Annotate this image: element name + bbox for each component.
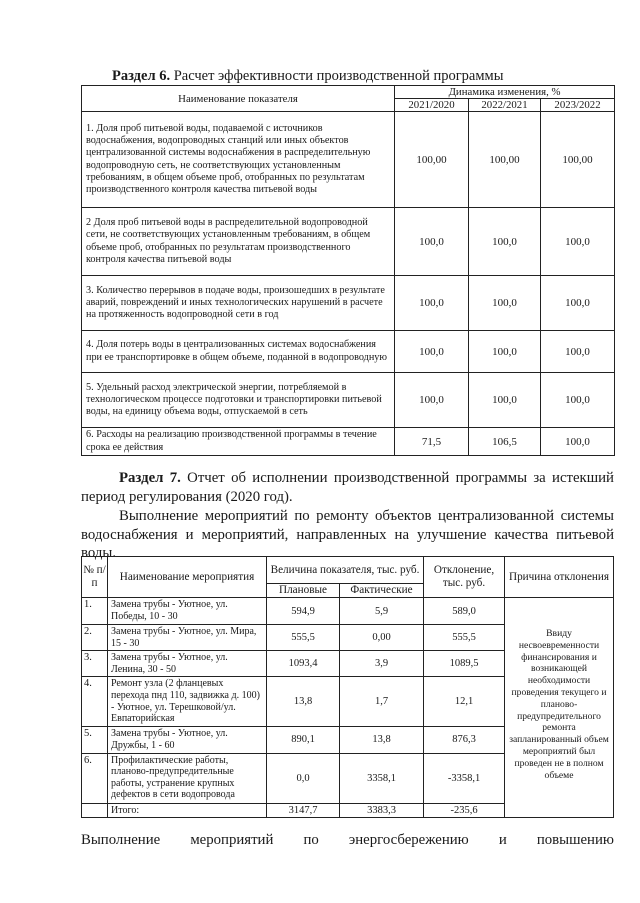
- header-event-name: Наименование мероприятия: [108, 557, 267, 598]
- header-indicator-name: Наименование показателя: [82, 86, 395, 112]
- efficiency-table: [81, 85, 615, 456]
- deviation-reason: Ввиду несвоевременности финансирования и возникающей необходимости проведения текущего и планово-предупредительного ремонта запланированный объем мероприятий был проведен не в полном объеме: [505, 598, 614, 818]
- header-year: 2022/2021: [469, 99, 541, 112]
- table-row: 6. Профилактические работы, планово-предупредительные работы, устранение крупных дефектов в сети водопровода 0,0 3358,1 -3358,1: [82, 753, 614, 803]
- table-row: 4. Доля потерь воды в централизованных системах водоснабжения при ее транспортировке в общем объеме, поданной в водопроводную 100,0 100,0 100,0: [82, 331, 615, 373]
- continuation-line: Выполнение мероприятий по энергосбережению и повышению: [81, 832, 614, 848]
- report-table: [81, 556, 614, 818]
- header-planned: Плановые: [267, 584, 340, 598]
- header-year: 2021/2020: [395, 99, 469, 112]
- header-deviation: Отклонение, тыс. руб.: [424, 557, 505, 598]
- header-reason: Причина отклонения: [505, 557, 614, 598]
- section7-paragraph: Выполнение мероприятий по ремонту объектов централизованной системы водоснабжения и мероприятий, направленных на улучшение качества питьевой воды.: [81, 508, 614, 561]
- table-row: 2. Замена трубы - Уютное, ул. Мира, 15 - 30 555,5 0,00 555,5: [82, 625, 614, 651]
- header-num: № п/п: [82, 557, 108, 598]
- table-total-row: Итого: 3147,7 3383,3 -235,6: [82, 803, 614, 818]
- table-row: 1. Доля проб питьевой воды, подаваемой с источников водоснабжения, водопроводных станций или иных объектов централизованной системы водоснабжения в распределительную водопроводную сеть, не соответствующих установленным требованиям, в общем объеме проб, отобранных по результатам производственного контроля качества питьевой воды 100,00 100,00 100,00: [82, 112, 615, 208]
- table-row: 6. Расходы на реализацию производственной программы в течение срока ее действия 71,5 106,5 100,0: [82, 428, 615, 456]
- table-row: 5. Удельный расход электрической энергии, потребляемой в технологическом процессе подготовки и транспортировки питьевой воды, на единицу объема воды, отпускаемой в сеть 100,0 100,0 100,0: [82, 373, 615, 428]
- table-row: 2 Доля проб питьевой воды в распределительной водопроводной сети, не соответствующих установленным требованиям, в общем объеме проб, отобранных по результатам производственного контроля качества питьевой воды 100,0 100,0 100,0: [82, 208, 615, 276]
- section7-title: Раздел 7. Отчет об исполнении производственной программы за истекший период регулирования (2020 год).: [81, 470, 614, 505]
- table-row: 4. Ремонт узла (2 фланцевых перехода пнд 110, задвижка д. 100) - Уютное, ул. Терешковой/ул. Евпаторийская 13,8 1,7 12,1: [82, 677, 614, 727]
- table-row: 3. Замена трубы - Уютное, ул. Ленина, 30 - 50 1093,4 3,9 1089,5: [82, 651, 614, 677]
- header-actual: Фактические: [340, 584, 424, 598]
- table-row: 5. Замена трубы - Уютное, ул. Дружбы, 1 - 60 890,1 13,8 876,3: [82, 727, 614, 753]
- section6-title: Раздел 6. Расчет эффективности производственной программы: [112, 68, 504, 84]
- table-row: 3. Количество перерывов в подаче воды, произошедших в результате аварий, повреждений и иных технологических нарушений в расчете на протяженность водопроводной сети в год 100,0 100,0 100,0: [82, 276, 615, 331]
- table-row: 1. Замена трубы - Уютное, ул. Победы, 10 - 30 594,9 5,9 589,0 Ввиду несвоевременности финансирования и возникающей необходимости проведения текущего и планово-предупредительного ремонта запланированный объем мероприятий был проведен не в полном объеме: [82, 598, 614, 625]
- header-value: Величина показателя, тыс. руб.: [267, 557, 424, 584]
- header-year: 2023/2022: [541, 99, 615, 112]
- header-dynamics: Динамика изменения, %: [395, 86, 615, 99]
